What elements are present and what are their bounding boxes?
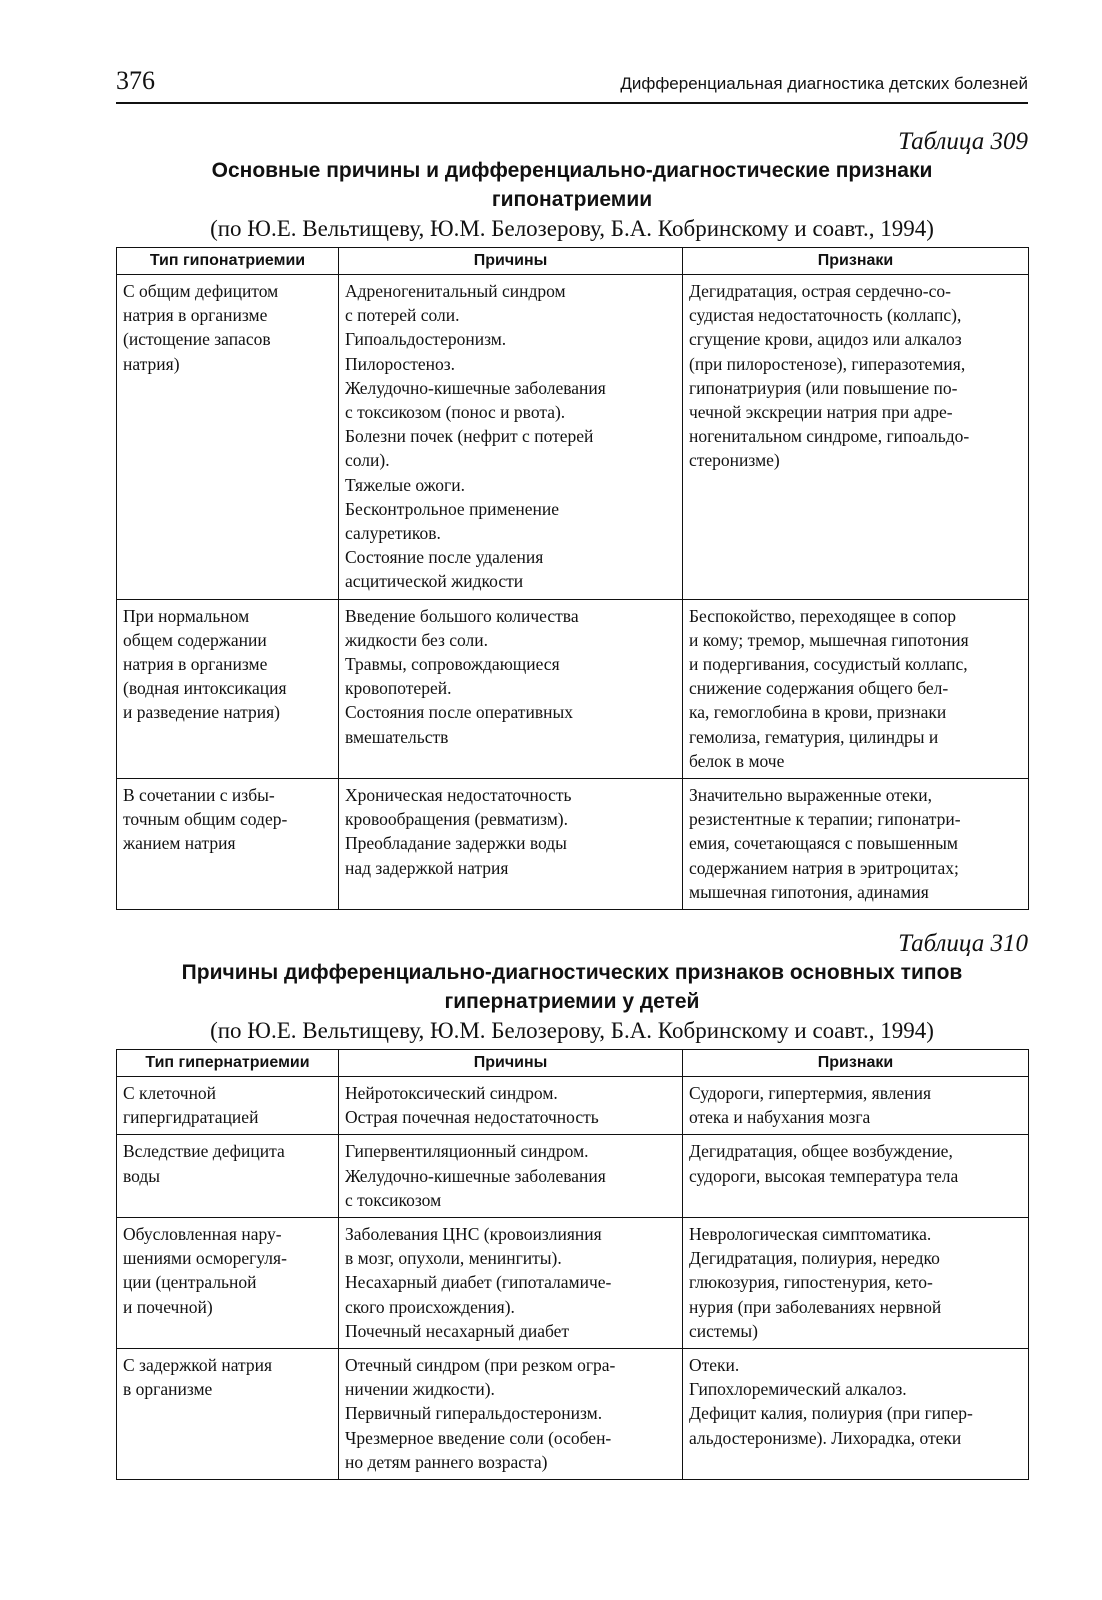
cell-line: Острая почечная недостаточность (345, 1107, 599, 1128)
cell-line: Введение большого количества (345, 605, 579, 626)
cell-line: Состояние после удаления (345, 547, 544, 568)
cell-line: натрия) (123, 353, 180, 374)
table-title: Причины дифференциально-диагностических признаков основных типов гипернатриемии у детей (181, 961, 963, 1013)
cell-line: жидкости без соли. (345, 629, 489, 650)
cell-line: судороги, высокая температура тела (689, 1165, 959, 1186)
table-header-row (117, 1050, 1029, 1077)
cell-signs (683, 599, 1029, 778)
table-row (117, 599, 1029, 778)
column-header-type: Тип гипонатриемии (117, 248, 339, 275)
cell-line: Адреногенитальный синдром (345, 281, 566, 301)
cell-line: гемолиза, гематурия, цилиндры и (689, 726, 939, 747)
cell-line: Отечный синдром (при резком огра- (345, 1355, 616, 1376)
cell-line: С общим дефицитом (123, 281, 279, 301)
cell-line: Желудочно-кишечные заболевания (345, 1165, 606, 1186)
table-310-block (116, 930, 1028, 1480)
cell-line: содержанием натрия в эритроцитах; (689, 857, 959, 878)
cell-line: и почечной) (123, 1296, 213, 1317)
cell-line: Гипохлоремический алкалоз. (689, 1379, 907, 1400)
cell-type (117, 1135, 339, 1218)
cell-line: Желудочно-кишечные заболевания (345, 377, 606, 398)
cell-line: в мозг, опухоли, менингиты). (345, 1248, 562, 1269)
cell-line: воды (123, 1165, 161, 1186)
cell-line: салуретиков. (345, 523, 441, 544)
cell-line: сгущение крови, ацидоз или алкалоз (689, 329, 962, 350)
cell-line: с потерей соли. (345, 305, 460, 326)
cell-line: системы) (689, 1320, 758, 1341)
cell-signs (683, 1349, 1029, 1480)
cell-type (117, 1077, 339, 1135)
cell-line: Гипервентиляционный синдром. (345, 1141, 589, 1162)
cell-line: Дегидратация, острая сердечно-со- (689, 281, 951, 301)
cell-line: соли). (345, 450, 390, 471)
cell-line: ногенитальном синдроме, гипоальдо- (689, 426, 970, 447)
cell-line: над задержкой натрия (345, 857, 509, 878)
cell-type (117, 779, 339, 910)
cell-causes (339, 275, 683, 600)
cell-line: но детям раннего возраста) (345, 1451, 548, 1472)
cell-line: судистая недостаточность (коллапс), (689, 305, 962, 326)
cell-signs (683, 1135, 1029, 1218)
cell-line: Пилоростеноз. (345, 353, 456, 374)
table-row (117, 275, 1029, 600)
cell-line: резистентные к терапии; гипонатри- (689, 809, 961, 830)
table-number: Таблица 310 (898, 930, 1028, 957)
cell-line: отека и набухания мозга (689, 1107, 871, 1128)
hyponatremia-table (116, 247, 1029, 910)
cell-line: глюкозурия, гипостенурия, кето- (689, 1272, 933, 1293)
cell-line: Отеки. (689, 1355, 740, 1376)
cell-line: Первичный гиперальдостеронизм. (345, 1403, 603, 1424)
column-header-type: Тип гипернатриемии (117, 1050, 339, 1077)
table-row (117, 1218, 1029, 1349)
cell-line: Вследствие дефицита (123, 1141, 285, 1162)
cell-line: Нейротоксический синдром. (345, 1083, 558, 1103)
cell-line: точным общим содер- (123, 809, 288, 830)
cell-line: При нормальном (123, 605, 250, 626)
cell-line: В сочетании с избы- (123, 785, 275, 806)
cell-type (117, 599, 339, 778)
page-number: 376 (116, 66, 155, 95)
cell-line: гипергидратацией (123, 1107, 259, 1128)
cell-line: Почечный несахарный диабет (345, 1320, 570, 1341)
cell-line: (водная интоксикация (123, 678, 287, 699)
cell-line: ка, гемоглобина в крови, признаки (689, 702, 947, 723)
column-header-causes: Причины (339, 1050, 683, 1077)
table-body (117, 1077, 1029, 1480)
cell-line: Неврологическая симптоматика. (689, 1224, 932, 1245)
cell-causes (339, 779, 683, 910)
cell-signs (683, 1218, 1029, 1349)
cell-line: С задержкой натрия (123, 1355, 273, 1376)
cell-line: общем содержании (123, 629, 267, 650)
cell-line: ского происхождения). (345, 1296, 515, 1317)
cell-type (117, 1349, 339, 1480)
cell-line: и подергивания, сосудистый коллапс, (689, 654, 968, 675)
table-number: Таблица 309 (898, 128, 1028, 155)
cell-line: кровообращения (ревматизм). (345, 809, 568, 830)
table-body (117, 275, 1029, 910)
table-row (117, 779, 1029, 910)
cell-line: ции (центральной (123, 1272, 257, 1293)
cell-line: с токсикозом (345, 1189, 442, 1210)
cell-line: Обусловленная нару- (123, 1224, 282, 1245)
cell-line: мышечная гипотония, адинамия (689, 881, 929, 902)
cell-line: белок в моче (689, 750, 785, 771)
cell-line: гипонатриурия (или повышение по- (689, 377, 958, 398)
cell-line: Дегидратация, полиурия, нередко (689, 1248, 940, 1269)
cell-line: Хроническая недостаточность (345, 785, 572, 806)
cell-line: С клеточной (123, 1083, 217, 1103)
cell-line: Несахарный диабет (гипоталамиче- (345, 1272, 612, 1293)
cell-line: жанием натрия (123, 833, 236, 854)
cell-line: Заболевания ЦНС (кровоизлияния (345, 1224, 602, 1245)
cell-line: ничении жидкости). (345, 1379, 495, 1400)
cell-line: Травмы, сопровождающиеся (345, 654, 560, 675)
cell-line: натрия в организме (123, 305, 268, 326)
cell-line: (истощение запасов (123, 329, 271, 350)
table-row (117, 1135, 1029, 1218)
cell-line: асцитической жидкости (345, 571, 524, 592)
cell-line: и кому; тремор, мышечная гипотония (689, 629, 969, 650)
hypernatremia-table (116, 1049, 1029, 1480)
cell-causes (339, 1349, 683, 1480)
cell-line: Значительно выраженные отеки, (689, 785, 932, 806)
table-source: (по Ю.Е. Вельтищеву, Ю.М. Белозерову, Б.А. Кобринскому и соавт., 1994) (210, 1018, 934, 1043)
cell-line: Дегидратация, общее возбуждение, (689, 1141, 953, 1162)
cell-line: Состояния после оперативных (345, 702, 573, 723)
column-header-causes: Причины (339, 248, 683, 275)
cell-line: Дефицит калия, полиурия (при гипер- (689, 1403, 973, 1424)
cell-line: стеронизме) (689, 450, 780, 471)
cell-signs (683, 1077, 1029, 1135)
cell-line: Чрезмерное введение соли (особен- (345, 1427, 612, 1448)
cell-line: нурия (при заболеваниях нервной (689, 1296, 942, 1317)
cell-line: Гипоальдостеронизм. (345, 329, 507, 350)
cell-line: шениями осморегуля- (123, 1248, 287, 1269)
cell-causes (339, 1135, 683, 1218)
cell-line: Преобладание задержки воды (345, 833, 567, 854)
table-source: (по Ю.Е. Вельтищеву, Ю.М. Белозерову, Б.А. Кобринскому и соавт., 1994) (210, 216, 934, 241)
cell-line: и разведение натрия) (123, 702, 280, 723)
running-header (116, 62, 1028, 104)
table-title: Основные причины и дифференциально-диагностические признаки гипонатриемии (211, 159, 933, 211)
cell-causes (339, 1218, 683, 1349)
table-header-row (117, 248, 1029, 275)
cell-line: натрия в организме (123, 654, 268, 675)
cell-line: Судороги, гипертермия, явления (689, 1083, 932, 1103)
running-title: Дифференциальная диагностика детских болезней (620, 74, 1028, 93)
cell-line: чечной экскреции натрия при адре- (689, 402, 953, 423)
cell-line: емия, сочетающаяся с повышенным (689, 833, 958, 854)
cell-line: Беспокойство, переходящее в сопор (689, 605, 957, 626)
cell-line: с токсикозом (понос и рвота). (345, 402, 566, 423)
cell-line: снижение содержания общего бел- (689, 678, 949, 699)
cell-line: кровопотерей. (345, 678, 452, 699)
cell-signs (683, 275, 1029, 600)
cell-line: в организме (123, 1379, 213, 1400)
table-row (117, 1077, 1029, 1135)
cell-causes (339, 599, 683, 778)
cell-signs (683, 779, 1029, 910)
column-header-signs: Признаки (683, 1050, 1029, 1077)
table-row (117, 1349, 1029, 1480)
table-309-block (116, 128, 1028, 910)
cell-line: вмешательств (345, 726, 449, 747)
cell-type (117, 1218, 339, 1349)
cell-line: альдостеронизме). Лихорадка, отеки (689, 1427, 962, 1448)
cell-line: Тяжелые ожоги. (345, 474, 465, 495)
column-header-signs: Признаки (683, 248, 1029, 275)
cell-line: (при пилоростенозе), гиперазотемия, (689, 353, 966, 374)
cell-causes (339, 1077, 683, 1135)
cell-line: Болезни почек (нефрит с потерей (345, 426, 594, 447)
cell-type (117, 275, 339, 600)
cell-line: Бесконтрольное применение (345, 498, 560, 519)
